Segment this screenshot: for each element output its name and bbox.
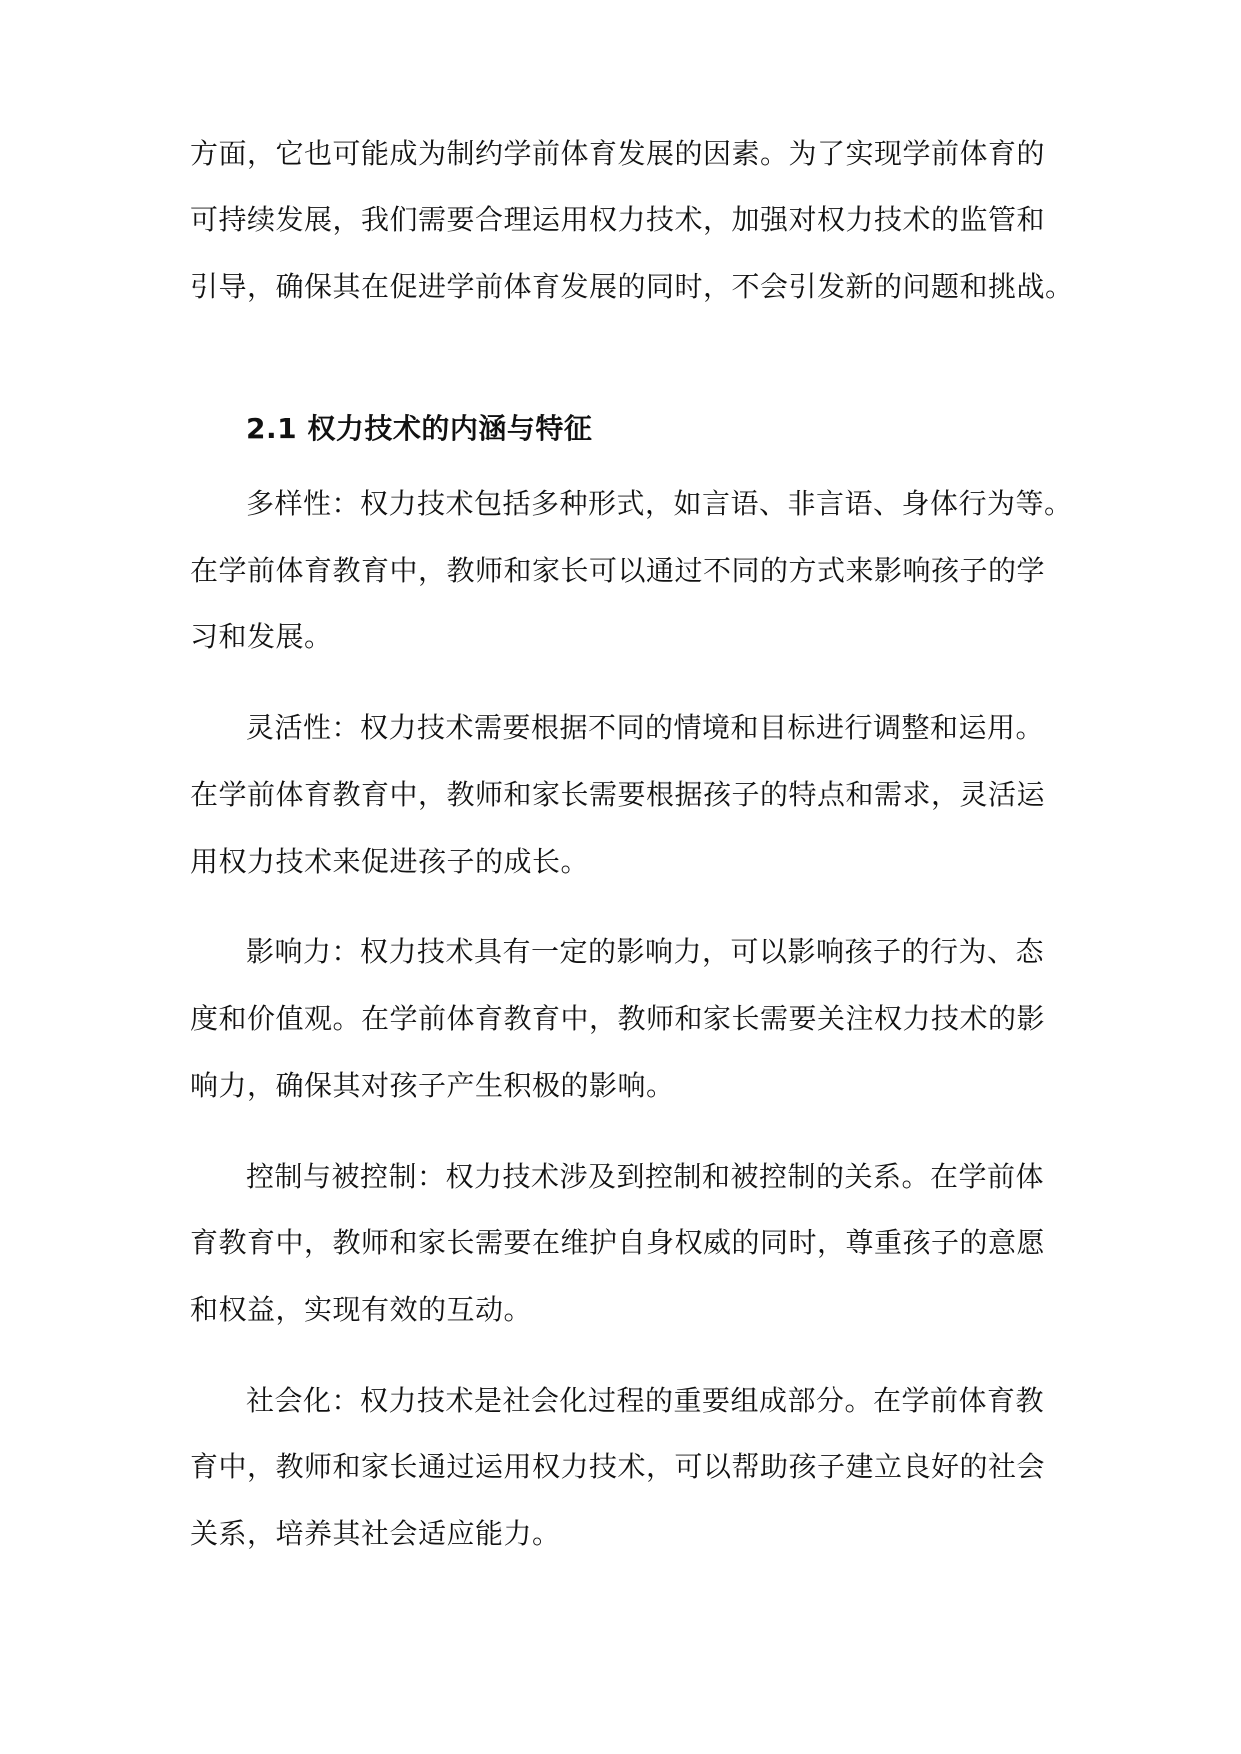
paragraph-line: 多样性：权力技术包括多种形式，如言语、非言语、身体行为等。	[246, 487, 1073, 520]
paragraph-line: 在学前体育教育中，教师和家长需要根据孩子的特点和需求，灵活运	[190, 778, 1046, 811]
paragraph-line: 育教育中，教师和家长需要在维护自身权威的同时，尊重孩子的意愿	[190, 1226, 1046, 1259]
section-heading: 2.1 权力技术的内涵与特征	[246, 412, 593, 445]
paragraph-line: 育中，教师和家长通过运用权力技术，可以帮助孩子建立良好的社会	[190, 1450, 1046, 1483]
paragraph-line: 度和价值观。在学前体育教育中，教师和家长需要关注权力技术的影	[190, 1002, 1046, 1035]
intro-line: 引导，确保其在促进学前体育发展的同时，不会引发新的问题和挑战。	[190, 270, 1074, 303]
intro-line: 可持续发展，我们需要合理运用权力技术，加强对权力技术的监管和	[190, 203, 1046, 236]
paragraph-line: 习和发展。	[190, 620, 333, 653]
paragraph-line: 社会化：权力技术是社会化过程的重要组成部分。在学前体育教	[246, 1384, 1045, 1417]
paragraph-line: 在学前体育教育中，教师和家长可以通过不同的方式来影响孩子的学	[190, 554, 1046, 587]
paragraph-line: 响力，确保其对孩子产生积极的影响。	[190, 1069, 675, 1102]
paragraph-line: 灵活性：权力技术需要根据不同的情境和目标进行调整和运用。	[246, 711, 1045, 744]
paragraph-line: 和权益，实现有效的互动。	[190, 1293, 533, 1326]
paragraph-line: 影响力：权力技术具有一定的影响力，可以影响孩子的行为、态	[246, 935, 1045, 968]
paragraph-line: 关系，培养其社会适应能力。	[190, 1517, 561, 1550]
paragraph-line: 用权力技术来促进孩子的成长。	[190, 845, 590, 878]
paragraph-line: 控制与被控制：权力技术涉及到控制和被控制的关系。在学前体	[246, 1160, 1045, 1193]
intro-line: 方面，它也可能成为制约学前体育发展的因素。为了实现学前体育的	[190, 137, 1046, 170]
